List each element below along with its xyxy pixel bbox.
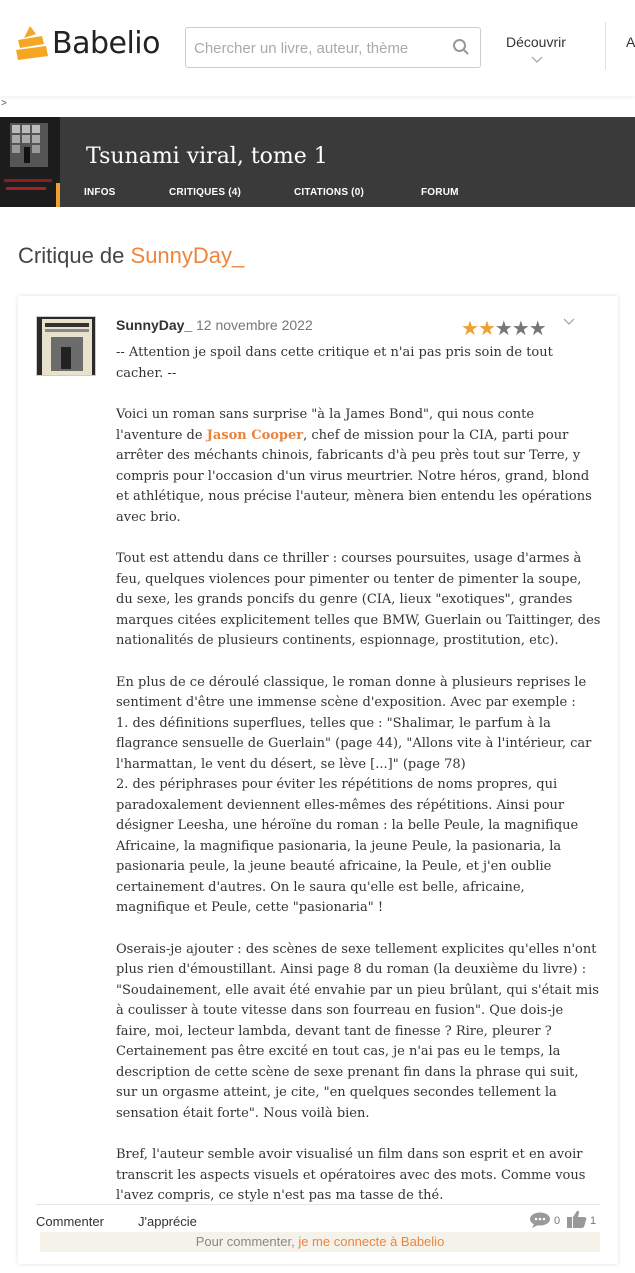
review-paragraph: Oserais-je ajouter : des scènes de sexe tellement explicites qu'elles n'ont plus rien d'émoustillant. Ainsi page 8 du roman (la deuxième du livre) : "Soudainement, elle avait été envahie par un pieu brûlant, qui s'était mis à coulisser à toute vitesse dans son fourreau en fusion". Que dois-je faire, moi, lecteur lambda, devant tant de finesse ? Rire, pleurer ? Certainement pas être excité en tout cas, je n'ai pas eu le temps, la description de cette scène de sexe prenant fin dans la phrase qui suit, sur un orgasme atteint, je cite, "en quelques secondes tellement la sensation était forte". Nous voilà bien. bbox=[116, 941, 599, 1121]
nav-divider bbox=[605, 22, 606, 70]
reviewer-name[interactable]: SunnyDay_ bbox=[116, 317, 193, 333]
review-card bbox=[18, 296, 618, 1264]
thumbs-up-icon[interactable] bbox=[566, 1209, 588, 1229]
comment-count: 0 bbox=[554, 1215, 561, 1227]
star-icon: ★ bbox=[461, 318, 478, 340]
review-body bbox=[116, 343, 602, 1228]
review-paragraph: -- Attention je spoil dans cette critique et n'ai pas pris soin de tout cacher. -- bbox=[116, 345, 553, 381]
star-icon: ★ bbox=[528, 318, 546, 340]
rating-stars bbox=[461, 316, 546, 341]
nav-discover[interactable]: Découvrir bbox=[506, 34, 566, 50]
search-input[interactable] bbox=[194, 37, 444, 59]
review-paragraph bbox=[116, 405, 602, 528]
like-count: 1 bbox=[590, 1215, 597, 1227]
review-date: 12 novembre 2022 bbox=[196, 317, 313, 333]
review-text: , chef de mission pour la CIA, parti pour arrêter des méchants chinois, fabricants d'à peu près tout sur Terre, y compris pour l'occasion d'un virus meurtrier. Notre héros, grand, blond et athlétique, nous précise l'auteur, mènera bien entendu les opérations avec brio. bbox=[116, 427, 592, 525]
actions-divider bbox=[36, 1204, 600, 1205]
login-link[interactable]: je me connecte à Babelio bbox=[298, 1234, 445, 1249]
tab-citations[interactable]: CITATIONS (0) bbox=[294, 187, 365, 198]
review-paragraph: Tout est attendu dans ce thriller : courses poursuites, usage d'armes à feu, quelques violences pour pimenter ou tenter de pimenter la soupe, du sexe, les grands poncifs du genre (CIA, lieux "exotiques", grandes marques citées explicitement telles que BMW, Guerlain ou Taittinger, des nationalités de plusieurs continents, espionnage, prostitution, etc). bbox=[116, 551, 601, 648]
page-title-prefix: Critique de bbox=[18, 243, 131, 268]
login-prompt bbox=[40, 1232, 600, 1252]
tab-critiques[interactable]: CRITIQUES (4) bbox=[169, 187, 242, 198]
like-button[interactable]: J'apprécie bbox=[138, 1214, 197, 1229]
logo-text: Babelio bbox=[52, 25, 160, 61]
search-icon[interactable] bbox=[452, 38, 470, 56]
page-title bbox=[18, 243, 244, 269]
babelio-logo-icon bbox=[14, 24, 48, 62]
star-icon: ★ bbox=[494, 318, 512, 340]
star-icon: ★ bbox=[477, 318, 495, 340]
book-tabs bbox=[0, 187, 635, 201]
login-prompt-text: Pour commenter, bbox=[195, 1234, 299, 1249]
book-title: Tsunami viral, tome 1 bbox=[86, 144, 328, 169]
review-paragraph: Bref, l'auteur semble avoir visualisé un film dans son esprit et en avoir transcrit les aspects visuels et opératoires avec des mots. Comme vous l'avez compris, ce style n'est pas ma tasse de thé. bbox=[116, 1147, 586, 1203]
review-text: Voici un roman sans surprise "à la James Bond", qui nous conte l'aventure de bbox=[116, 407, 535, 443]
site-header bbox=[0, 0, 635, 96]
tab-infos[interactable]: INFOS bbox=[84, 187, 116, 198]
search-box[interactable] bbox=[185, 27, 481, 68]
book-banner bbox=[0, 117, 635, 207]
tab-forum[interactable]: FORUM bbox=[421, 187, 459, 198]
page-title-user[interactable]: SunnyDay_ bbox=[130, 243, 245, 268]
star-icon: ★ bbox=[511, 318, 529, 340]
nav-more[interactable]: A bbox=[626, 34, 635, 50]
comment-button[interactable]: Commenter bbox=[36, 1214, 104, 1229]
comment-icon[interactable] bbox=[529, 1212, 551, 1228]
babelio-logo[interactable] bbox=[14, 24, 160, 62]
book-thumbnail[interactable] bbox=[36, 316, 96, 376]
chevron-down-icon[interactable] bbox=[563, 318, 575, 326]
review-paragraph: En plus de ce déroulé classique, le roman donne à plusieurs reprises le sentiment d'être une immense scène d'exposition. Avec par exemple : 1. des définitions superflues, telles que : "Shalimar, le parfum à la flagrance sensuelle de Guerlain" (page 44), "Allons vite à l'intérieur, car l'harmattan, le vent du désert, se lève [...]" (page 78) 2. des périphrases pour éviter les répétitions de noms propres, qui paradoxalement deviennent elles-mêmes des répétitions. Ainsi pour désigner Leesha, une héroïne du roman : la belle Peule, la magnifique Africaine, la magnifique pasionaria, la jeune Peule, la pasionaria, la pasionaria peule, la jeune beauté africaine, la Peule, et j'en oublie certainement d'autres. On le saura qu'elle est belle, africaine, magnifique et Peule, cette "pasionaria" ! bbox=[116, 674, 592, 915]
breadcrumb: > bbox=[1, 98, 7, 109]
book-thumbnail-image bbox=[37, 317, 96, 376]
chevron-down-icon[interactable] bbox=[531, 56, 543, 64]
author-link[interactable]: Jason Cooper bbox=[206, 427, 304, 443]
